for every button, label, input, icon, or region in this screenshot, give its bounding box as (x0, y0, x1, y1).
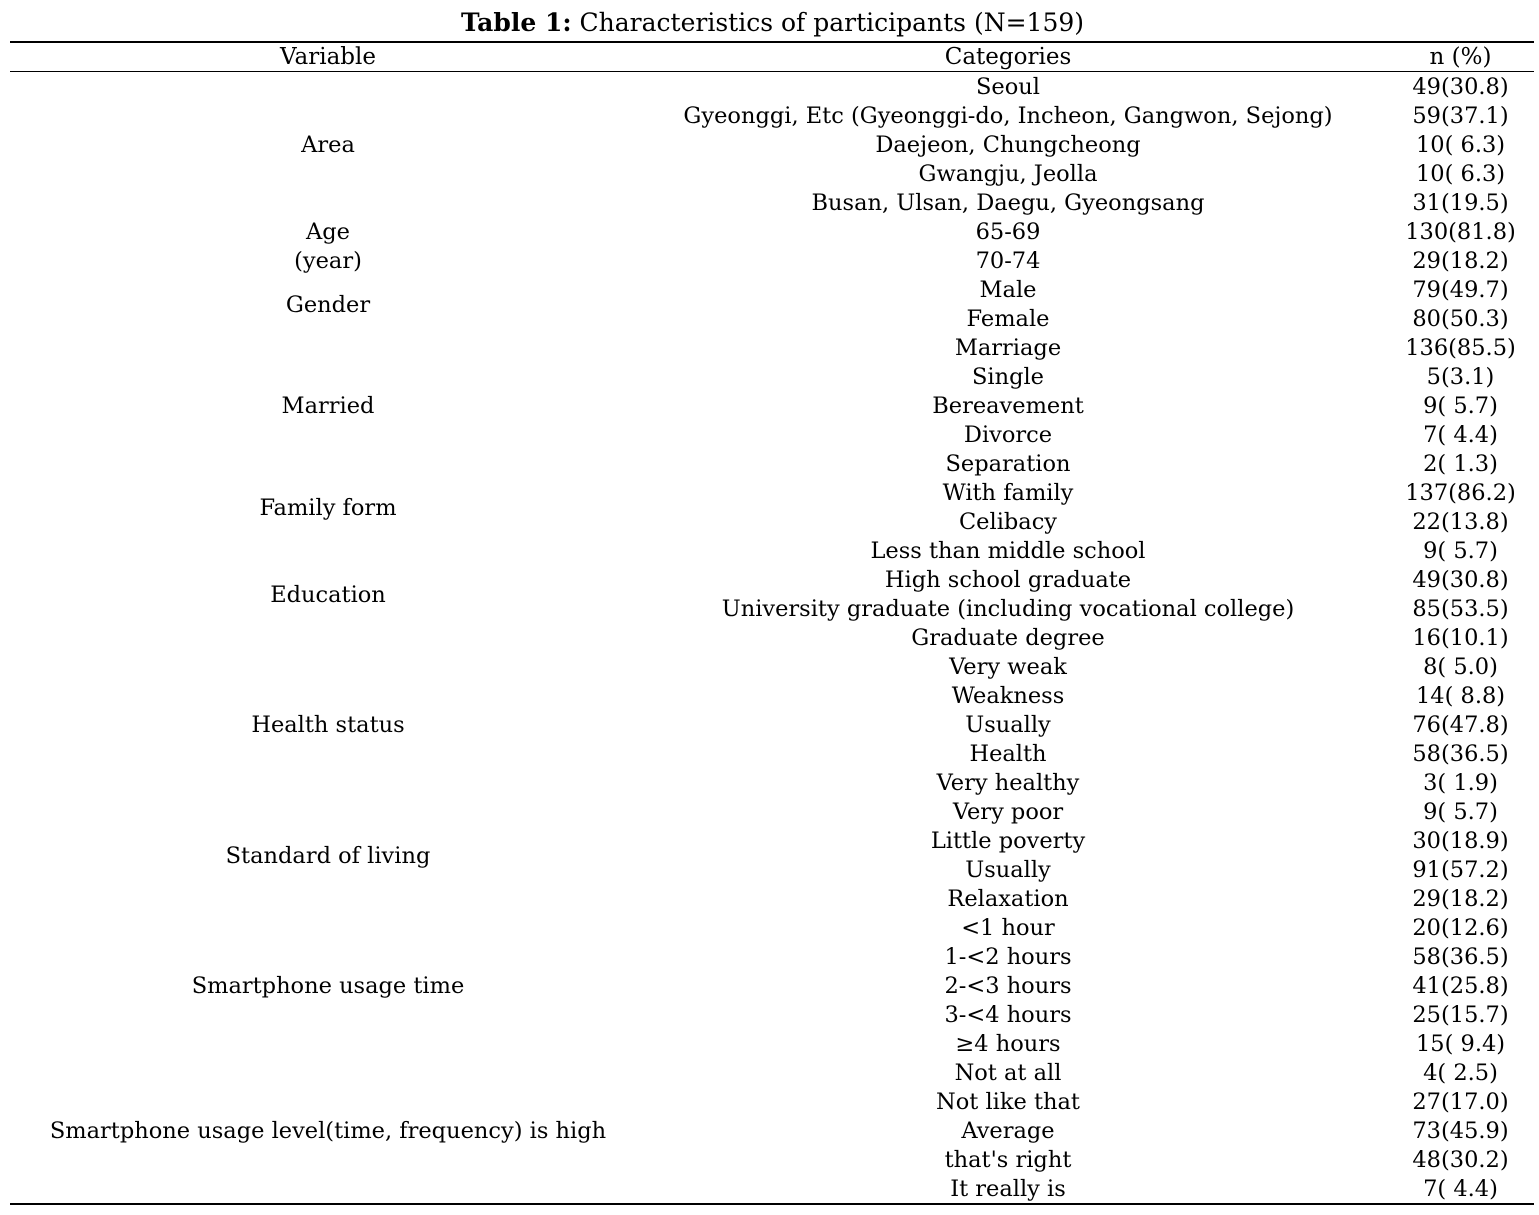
n-pct-cell: 7( 4.4) (1423, 1176, 1498, 1202)
n-pct-cell: 9( 5.7) (1423, 538, 1498, 564)
n-pct-cell: 59(37.1) (1412, 103, 1509, 129)
n-pct-cell: 22(13.8) (1412, 509, 1509, 535)
n-pct-cell: 49(30.8) (1412, 567, 1509, 593)
n-pct-cell: 30(18.9) (1412, 828, 1509, 854)
n-pct-cell: 2( 1.3) (1423, 451, 1498, 477)
n-pct-cell: 15( 9.4) (1415, 1031, 1506, 1057)
n-pct-cell: 25(15.7) (1412, 1002, 1509, 1028)
n-pct-cell: 9( 5.7) (1423, 799, 1498, 825)
category-cell: Seoul (976, 74, 1040, 100)
category-cell: Separation (945, 451, 1071, 477)
category-cell: 2-<3 hours (944, 973, 1072, 999)
category-cell: Graduate degree (911, 625, 1105, 651)
category-cell: Average (961, 1118, 1055, 1144)
n-pct-cell: 16(10.1) (1412, 625, 1509, 651)
table-caption (0, 6, 1539, 40)
header-categories: Categories (944, 44, 1072, 70)
category-cell: Usually (965, 712, 1051, 738)
category-cell: 65-69 (975, 219, 1041, 245)
category-cell: Very healthy (936, 770, 1080, 796)
n-pct-cell: 48(30.2) (1412, 1147, 1509, 1173)
n-pct-cell: 27(17.0) (1412, 1089, 1509, 1115)
n-pct-cell: 3( 1.9) (1423, 770, 1498, 796)
category-cell: Busan, Ulsan, Daegu, Gyeongsang (811, 190, 1205, 216)
table-caption-text: Characteristics of participants (N=159) (579, 8, 1085, 37)
category-cell: Marriage (954, 335, 1062, 361)
n-pct-cell: 9( 5.7) (1423, 393, 1498, 419)
n-pct-cell: 136(85.5) (1405, 335, 1516, 361)
n-pct-cell: 5(3.1) (1426, 364, 1495, 390)
category-cell: Divorce (963, 422, 1053, 448)
variable-cell: Health status (251, 712, 405, 738)
n-pct-cell: 85(53.5) (1412, 596, 1509, 622)
bottom-rule (10, 1203, 1534, 1205)
category-cell: Not like that (936, 1089, 1080, 1115)
variable-cell: Married (281, 393, 375, 419)
category-cell: Not at all (954, 1060, 1062, 1086)
category-cell: Female (966, 306, 1050, 332)
category-cell: Gwangju, Jeolla (918, 161, 1098, 187)
variable-cell: Family form (259, 494, 397, 521)
category-cell: Daejeon, Chungcheong (875, 132, 1141, 158)
variable-cell: Gender (285, 291, 371, 318)
n-pct-cell: 41(25.8) (1412, 973, 1509, 999)
category-cell: 1-<2 hours (944, 944, 1072, 970)
variable-cell: Area (301, 132, 355, 158)
n-pct-cell: 20(12.6) (1412, 915, 1509, 941)
n-pct-cell: 14( 8.8) (1415, 683, 1506, 709)
category-cell: High school graduate (884, 567, 1132, 593)
n-pct-cell: 58(36.5) (1412, 741, 1509, 767)
category-cell: that's right (944, 1147, 1072, 1173)
variable-cell: Education (270, 581, 386, 608)
category-cell: ≥4 hours (955, 1031, 1061, 1057)
n-pct-cell: 7( 4.4) (1423, 422, 1498, 448)
category-cell: Usually (965, 857, 1051, 883)
n-pct-cell: 10( 6.3) (1415, 132, 1506, 158)
n-pct-cell: 91(57.2) (1412, 857, 1509, 883)
variable-cell: Smartphone usage time (191, 973, 465, 999)
variable-cell: Smartphone usage level(time, frequency) is high (49, 1118, 607, 1144)
category-cell: Male (979, 277, 1037, 303)
category-cell: Very poor (952, 799, 1064, 825)
category-cell: It really is (950, 1176, 1066, 1202)
category-cell: <1 hour (961, 915, 1055, 941)
n-pct-cell: 130(81.8) (1405, 219, 1516, 245)
n-pct-cell: 4( 2.5) (1423, 1060, 1498, 1086)
category-cell: Bereavement (932, 393, 1084, 419)
category-cell: With family (942, 480, 1074, 506)
category-cell: Less than middle school (870, 538, 1146, 564)
n-pct-cell: 73(45.9) (1412, 1118, 1509, 1144)
category-cell: Very weak (949, 654, 1067, 680)
category-cell: 3-<4 hours (944, 1002, 1072, 1028)
category-cell: 70-74 (975, 248, 1041, 274)
category-cell: Health (969, 741, 1047, 767)
n-pct-cell: 79(49.7) (1412, 277, 1509, 303)
category-cell: Weakness (951, 683, 1065, 709)
category-cell: Gyeonggi, Etc (Gyeonggi-do, Incheon, Gangwon, Sejong) (683, 103, 1333, 129)
header-variable: Variable (280, 44, 376, 70)
category-cell: Celibacy (958, 509, 1058, 535)
n-pct-cell: 29(18.2) (1412, 248, 1509, 274)
n-pct-cell: 58(36.5) (1412, 944, 1509, 970)
category-cell: Relaxation (947, 886, 1069, 912)
n-pct-cell: 137(86.2) (1405, 480, 1516, 506)
category-cell: Single (971, 364, 1044, 390)
variable-cell: Age (year) (294, 219, 362, 274)
header-n-pct: n (%) (1429, 44, 1492, 70)
n-pct-cell: 8( 5.0) (1423, 654, 1498, 680)
n-pct-cell: 80(50.3) (1412, 306, 1509, 332)
variable-cell: Standard of living (225, 842, 431, 869)
n-pct-cell: 76(47.8) (1412, 712, 1509, 738)
category-cell: Little poverty (930, 828, 1086, 854)
n-pct-cell: 29(18.2) (1412, 886, 1509, 912)
n-pct-cell: 10( 6.3) (1415, 161, 1506, 187)
header-rule (10, 71, 1534, 72)
n-pct-cell: 49(30.8) (1412, 74, 1509, 100)
table-caption-label: Table 1: (460, 8, 572, 37)
category-cell: University graduate (including vocational college) (721, 596, 1295, 622)
n-pct-cell: 31(19.5) (1412, 190, 1509, 216)
